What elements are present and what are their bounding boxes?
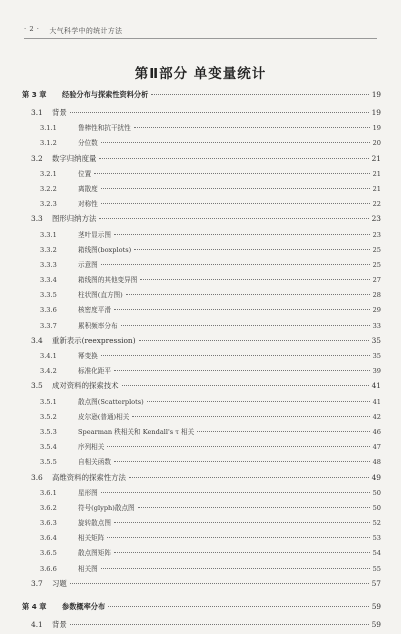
toc-entry-title: 背景 [52, 108, 67, 117]
toc-subsection-row[interactable] [22, 320, 381, 335]
dot-leader [107, 537, 369, 538]
toc-entry-number: 3.6.3 [40, 519, 57, 528]
toc-entry-page: 33 [372, 321, 381, 330]
toc-entry-number: 3.7 [31, 578, 43, 588]
toc-subsection-row[interactable] [22, 168, 381, 183]
toc-subsection-row[interactable] [22, 441, 381, 456]
toc-entry-page: 19 [372, 124, 381, 133]
toc-entry-number: 3.5.1 [40, 397, 57, 406]
toc-subsection-row[interactable] [22, 547, 381, 562]
dot-leader [101, 568, 370, 569]
dot-leader [122, 385, 369, 386]
dot-leader [107, 446, 369, 447]
toc-entry-title: 经验分布与探索性资料分析 [62, 90, 149, 99]
toc-entry-title: 习题 [52, 578, 67, 588]
toc-entry-page: 23 [372, 230, 381, 239]
toc-entry-page: 35 [372, 352, 381, 360]
dot-leader [99, 158, 368, 159]
toc-entry-number: 3.1 [31, 108, 43, 117]
dot-leader [114, 370, 370, 371]
toc-entry-page: 19 [371, 108, 381, 117]
dot-leader [139, 340, 369, 341]
toc-subsection-row[interactable] [22, 426, 381, 441]
toc-entry-title: 符号(glyph)散点图 [78, 503, 135, 512]
toc-section-row[interactable] [22, 578, 381, 593]
toc-entry-number: 3.4.2 [40, 367, 57, 376]
toc-entry-number: 3.5.5 [40, 458, 57, 467]
toc-entry-page: 55 [372, 564, 381, 573]
part-title: 第Ⅱ部分 单变量统计 [134, 66, 267, 82]
toc-entry-title: 示意图 [78, 260, 98, 269]
toc-subsection-row[interactable] [22, 456, 381, 471]
toc-entry-title: 相关矩阵 [78, 534, 105, 543]
toc-section-row[interactable] [22, 107, 381, 122]
toc-entry-number: 3.4 [31, 335, 43, 345]
toc-section-row[interactable] [22, 619, 381, 634]
dot-leader [114, 522, 370, 523]
toc-entry-number: 3.4.1 [40, 352, 57, 360]
dot-leader [94, 173, 369, 174]
toc-entry-number: 3.3.7 [40, 321, 57, 330]
toc-entry-page: 59 [371, 620, 381, 629]
toc-entry-page: 52 [372, 519, 381, 528]
toc-entry-title: 箱线图的其他变异图 [78, 276, 138, 285]
toc-subsection-row[interactable] [22, 304, 381, 319]
toc-entry-title: 幂变换 [78, 352, 98, 360]
toc-subsection-row[interactable] [22, 122, 381, 137]
toc-entry-title: 茎叶显示图 [78, 230, 111, 239]
toc-entry-number: 3.3.5 [40, 291, 57, 300]
toc-entry-page: 47 [372, 443, 381, 452]
dot-leader [99, 218, 368, 219]
toc-entry-number: 第 4 章 [22, 602, 47, 611]
toc-entry-number: 3.6 [31, 472, 43, 482]
page-label: · 2 · [24, 25, 40, 33]
toc-entry-page: 21 [372, 169, 381, 178]
dot-leader [151, 94, 369, 95]
toc-subsection-row[interactable] [22, 517, 381, 532]
running-header [24, 25, 377, 35]
toc-entry-title: 对称性 [78, 200, 98, 209]
toc-entry-title: 箱线图(boxplots) [78, 245, 132, 254]
toc-entry-number: 3.3 [31, 214, 43, 224]
chapter-gap [22, 593, 381, 602]
toc-subsection-row[interactable] [22, 289, 381, 304]
dot-leader [140, 279, 369, 280]
toc-entry-page: 23 [371, 214, 381, 224]
toc-entry-number: 3.5.2 [40, 412, 57, 421]
toc-subsection-row[interactable] [22, 532, 381, 547]
toc-entry-title: 分位数 [78, 139, 98, 148]
toc-entry-title: 数字归纳度量 [52, 153, 97, 163]
dot-leader [147, 401, 370, 402]
toc-subsection-row[interactable] [22, 487, 381, 502]
toc-chapter-row[interactable] [22, 90, 381, 107]
toc-entry-number: 3.2.3 [40, 200, 57, 209]
dot-leader [70, 583, 369, 584]
toc-entry-title: 柱状图(直方图) [78, 291, 123, 300]
toc-entry-number: 第 3 章 [22, 90, 47, 99]
dot-leader [101, 188, 370, 189]
dot-leader [134, 127, 370, 128]
toc-entry-title: 背景 [52, 620, 67, 629]
toc-entry-title: 散点图矩阵 [78, 549, 111, 558]
toc-entry-number: 3.3.3 [40, 260, 57, 269]
toc-subsection-row[interactable] [22, 365, 381, 380]
toc-entry-page: 46 [372, 427, 381, 436]
toc-subsection-row[interactable] [22, 274, 381, 289]
toc-entry-page: 42 [372, 412, 381, 421]
toc-subsection-row[interactable] [22, 229, 381, 244]
toc-entry-page: 29 [372, 306, 381, 315]
toc-entry-page: 50 [372, 503, 381, 512]
dot-leader [70, 112, 369, 113]
toc-entry-number: 3.3.4 [40, 276, 57, 285]
toc-section-row[interactable] [22, 380, 381, 395]
toc-entry-number: 4.1 [31, 620, 43, 629]
toc-entry-title: 高维资料的探索性方法 [52, 472, 126, 482]
toc-entry-number: 3.6.5 [40, 549, 57, 558]
dot-leader [101, 142, 370, 143]
toc-entry-page: 50 [372, 488, 381, 497]
dot-leader [114, 552, 370, 553]
toc-entry-page: 39 [372, 367, 381, 376]
toc-section-row[interactable] [22, 335, 381, 350]
toc-entry-number: 3.5.4 [40, 443, 57, 452]
dot-leader [101, 492, 370, 493]
toc-entry-page: 27 [372, 276, 381, 285]
toc-subsection-row[interactable] [22, 183, 381, 198]
dot-leader [129, 477, 369, 478]
dot-leader [114, 461, 370, 462]
toc-subsection-row[interactable] [22, 259, 381, 274]
dot-leader [126, 294, 370, 295]
toc-entry-page: 35 [371, 335, 381, 345]
toc-entry-title: Spearman 秩相关和 Kendall's τ 相关 [78, 427, 195, 436]
dot-leader [121, 325, 370, 326]
toc-entry-title: 序列相关 [78, 443, 105, 452]
dot-leader [132, 416, 369, 417]
toc-entry-page: 20 [372, 139, 381, 148]
toc-entry-number: 3.3.2 [40, 245, 57, 254]
toc-entry-page: 57 [371, 578, 381, 588]
toc-entry-page: 59 [371, 602, 381, 611]
toc-subsection-row[interactable] [22, 350, 381, 365]
toc-entry-number: 3.3.6 [40, 306, 57, 315]
toc-entry-title: 核密度平滑 [78, 306, 111, 315]
toc-entry-page: 22 [372, 200, 381, 209]
toc-entry-page: 54 [372, 549, 381, 558]
toc-entry-number: 3.2.1 [40, 169, 57, 178]
toc-entry-number: 3.5 [31, 381, 43, 391]
toc-entry-title: 位置 [78, 169, 92, 178]
toc-entry-title: 参数概率分布 [62, 602, 106, 611]
toc-section-row[interactable] [22, 213, 381, 228]
toc-entry-page: 53 [372, 534, 381, 543]
toc-entry-title: 鲁棒性和抗干扰性 [78, 124, 131, 133]
toc-entry-title: 散点图(Scatterplots) [78, 397, 144, 406]
toc-subsection-row[interactable] [22, 244, 381, 259]
toc-entry-page: 21 [372, 184, 381, 193]
toc-entry-number: 3.6.2 [40, 503, 57, 512]
toc-subsection-row[interactable] [22, 396, 381, 411]
dot-leader [101, 264, 370, 265]
header-rule [24, 38, 377, 39]
toc-entry-page: 19 [371, 90, 381, 99]
toc-entry-number: 3.2 [31, 153, 43, 163]
dot-leader [101, 355, 370, 356]
toc-subsection-row[interactable] [22, 137, 381, 152]
toc-entry-page: 28 [372, 291, 381, 300]
toc-section-row[interactable] [22, 472, 381, 487]
table-of-contents [22, 90, 381, 634]
toc-entry-title: 成对资料的探索技术 [52, 381, 119, 391]
toc-entry-page: 25 [372, 260, 381, 269]
toc-entry-title: 图形归纳方法 [52, 214, 97, 224]
dot-leader [197, 431, 369, 432]
toc-entry-page: 48 [372, 458, 381, 467]
toc-entry-number: 3.6.4 [40, 534, 57, 543]
toc-entry-number: 3.6.6 [40, 564, 57, 573]
dot-leader [114, 234, 370, 235]
dot-leader [70, 624, 369, 625]
book-title: 大气科学中的统计方法 [49, 27, 123, 35]
toc-entry-title: 皮尔逊(普通)相关 [78, 412, 130, 421]
toc-entry-title: 相关图 [78, 564, 98, 573]
toc-section-row[interactable] [22, 153, 381, 168]
toc-entry-page: 21 [371, 153, 381, 163]
toc-subsection-row[interactable] [22, 198, 381, 213]
dot-leader [138, 507, 370, 508]
dot-leader [114, 309, 370, 310]
toc-entry-page: 25 [372, 245, 381, 254]
toc-entry-number: 3.1.1 [40, 124, 57, 133]
toc-chapter-row[interactable] [22, 602, 381, 619]
toc-entry-number: 3.5.3 [40, 427, 57, 436]
toc-entry-title: 自相关函数 [78, 458, 111, 467]
toc-entry-title: 标准化距平 [78, 367, 111, 376]
toc-entry-number: 3.2.2 [40, 184, 57, 193]
toc-entry-title: 离散度 [78, 184, 98, 193]
toc-entry-page: 41 [371, 381, 381, 391]
toc-entry-number: 3.6.1 [40, 488, 57, 497]
dot-leader [134, 249, 369, 250]
toc-entry-page: 41 [372, 397, 381, 406]
toc-entry-number: 3.3.1 [40, 230, 57, 239]
toc-entry-title: 累积频率分布 [78, 321, 118, 330]
toc-subsection-row[interactable] [22, 502, 381, 517]
toc-entry-title: 星形图 [78, 488, 98, 497]
toc-entry-number: 3.1.2 [40, 139, 57, 148]
toc-entry-title: 重新表示(reexpression) [52, 335, 136, 345]
toc-entry-page: 49 [371, 472, 381, 482]
toc-subsection-row[interactable] [22, 563, 381, 578]
dot-leader [108, 606, 369, 607]
dot-leader [101, 203, 370, 204]
toc-subsection-row[interactable] [22, 411, 381, 426]
toc-entry-title: 旋转散点图 [78, 519, 111, 528]
